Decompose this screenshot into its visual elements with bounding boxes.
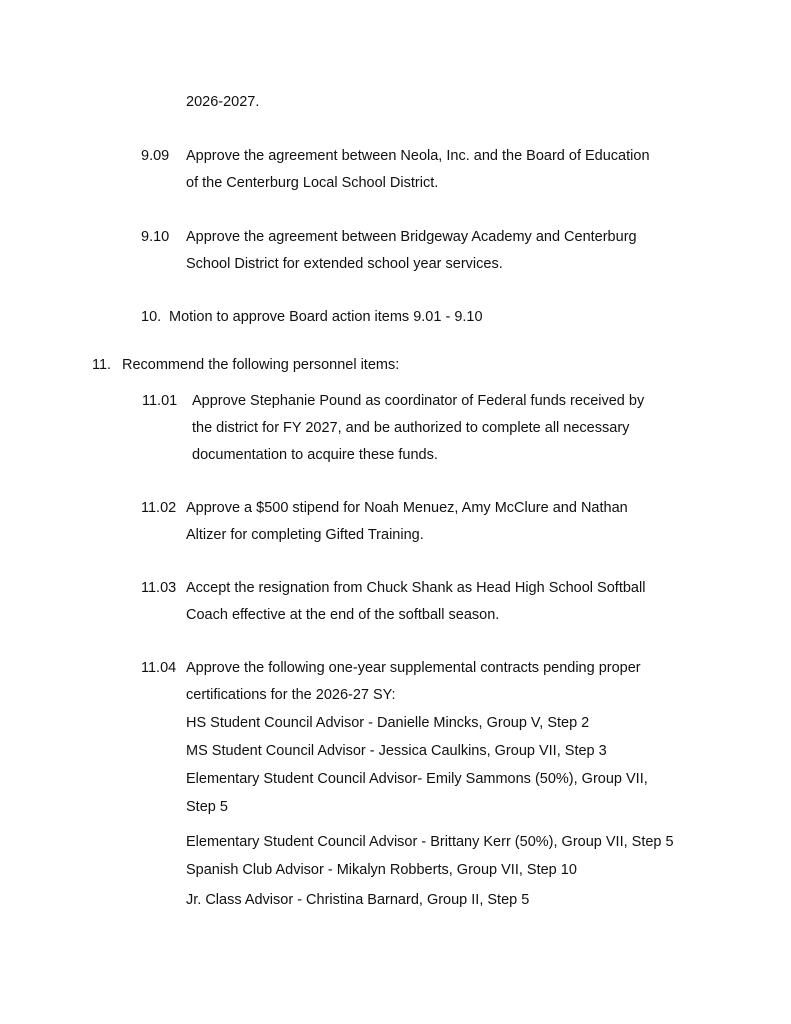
item-text-line: Approve the agreement between Bridgeway Academy and Centerburg	[186, 229, 637, 245]
item-text-line: Motion to approve Board action items 9.01 - 9.10	[169, 309, 483, 325]
item-text-line: of the Centerburg Local School District.	[186, 175, 439, 191]
item-text-line: Approve a $500 stipend for Noah Menuez, Amy McClure and Nathan	[186, 500, 628, 516]
item-text-line: Approve the following one-year supplemental contracts pending proper	[186, 660, 641, 676]
item-text-line: Approve Stephanie Pound as coordinator of Federal funds received by	[192, 393, 645, 409]
contract-line: MS Student Council Advisor - Jessica Caulkins, Group VII, Step 3	[186, 743, 607, 759]
contract-line: Elementary Student Council Advisor - Brittany Kerr (50%), Group VII, Step 5	[186, 834, 674, 850]
contract-line: HS Student Council Advisor - Danielle Mincks, Group V, Step 2	[186, 715, 590, 731]
item-text-line: Accept the resignation from Chuck Shank as Head High School Softball	[186, 580, 646, 596]
item-number: 11.01	[142, 393, 178, 409]
item-text-line: Approve the agreement between Neola, Inc. and the Board of Education	[186, 148, 650, 164]
item-text-line: Coach effective at the end of the softball season.	[186, 607, 500, 623]
item-text-line: School District for extended school year services.	[186, 256, 503, 272]
contract-line: Elementary Student Council Advisor- Emily Sammons (50%), Group VII,	[186, 771, 648, 787]
continuation-line: 2026-2027.	[186, 94, 260, 110]
contract-line: Spanish Club Advisor - Mikalyn Robberts, Group VII, Step 10	[186, 862, 577, 878]
contract-line: Step 5	[186, 799, 228, 815]
item-text-line: documentation to acquire these funds.	[192, 447, 438, 463]
item-number: 11.04	[141, 660, 177, 676]
item-number: 11.03	[141, 580, 177, 596]
item-number: 11.	[92, 357, 112, 373]
item-number: 9.10	[141, 229, 170, 245]
item-text-line: certifications for the 2026-27 SY:	[186, 687, 396, 703]
item-number: 9.09	[141, 148, 170, 164]
contract-line: Jr. Class Advisor - Christina Barnard, Group II, Step 5	[186, 892, 530, 908]
item-text-line: the district for FY 2027, and be authorized to complete all necessary	[192, 420, 630, 436]
item-number: 11.02	[141, 500, 177, 516]
item-text-line: Altizer for completing Gifted Training.	[186, 527, 424, 543]
item-number: 10.	[141, 309, 162, 325]
item-text-line: Recommend the following personnel items:	[122, 357, 400, 373]
